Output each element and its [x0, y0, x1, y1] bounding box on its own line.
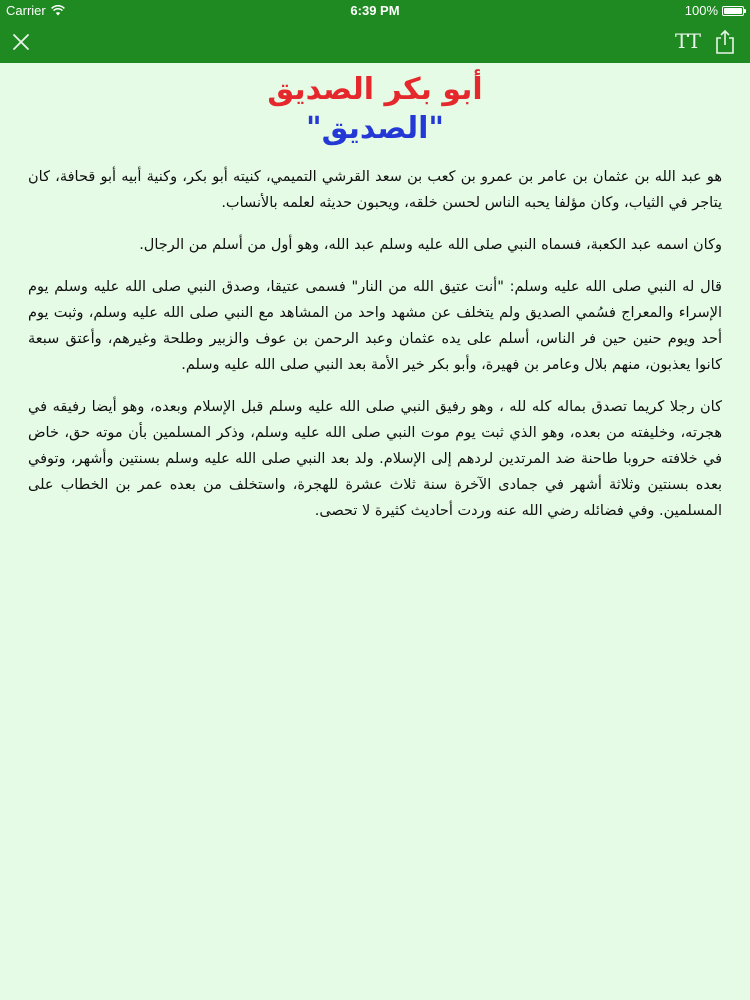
article-paragraph: هو عبد الله بن عثمان بن عامر بن عمرو بن كعب بن سعد القرشي التميمي، كنيته أبو بكر، وكنية أبيه أبو قحافة، كان يتاجر في الثياب، وكان مؤلفا يحبه الناس لحسن خلقه، ويحبون حديثه لعلمه بالأنساب. — [28, 169, 722, 211]
article-paragraph: قال له النبي صلى الله عليه وسلم: "أنت عتيق الله من النار" فسمى عتيقا، وصدق النبي صلى الله عليه وسلم يوم الإسراء والمعراج فسُمي الصديق ولم يتخلف عن مشهد واحد من المشاهد مع النبي صلى الله عليه وسلم، وثبت يوم أحد ويوم حنين حين فر الناس، أسلم على يده عثمان وعبد الرحمن بن عوف والزبير وطلحة وغيرهم، وأعتق سبعة كانوا يعذبون، منهم بلال وعامر بن فهيرة، وأبو بكر خير الأمة بعد النبي صلى الله عليه وسلم. — [28, 279, 722, 373]
status-time: 6:39 PM — [350, 3, 400, 18]
battery-percent: 100% — [684, 3, 718, 18]
article-paragraph: كان رجلا كريما تصدق بماله كله لله ، وهو رفيق النبي صلى الله عليه وسلم قبل الإسلام وبعده، وهو أيضا رفيقه في هجرته، وخليفته من بعده، وهو الذي ثبت يوم موت النبي صلى الله عليه وسلم، وذكر المسلمين بأن موته حق، خاض في خلافته حروبا طاحنة ضد المرتدين لردهم إلى الإسلام. ولد بعد النبي صلى الله عليه وسلم بسنتين وأشهر، وتوفي بعده بسنتين وثلاثة أشهر في جمادى الآخرة سنة ثلاث عشرة للهجرة، واستخلف من بعده عمر بن الخطاب على المسلمين. وفي فضائله رضي الله عنه وردت أحاديث كثيرة لا تحصى. — [28, 399, 722, 519]
battery-indicator — [685, 3, 744, 18]
navigation-bar — [0, 21, 750, 63]
close-icon[interactable] — [10, 31, 32, 53]
text-size-button[interactable]: TT — [674, 29, 700, 53]
status-bar — [0, 0, 750, 21]
article-paragraph: وكان اسمه عبد الكعبة، فسماه النبي صلى الله عليه وسلم عبد الله، وهو أول من أسلم من الرجال. — [139, 237, 722, 253]
page-subtitle: "الصديق" — [305, 111, 445, 146]
article-body — [28, 164, 722, 540]
share-icon[interactable] — [714, 29, 736, 55]
page-title: أبو بكر الصديق — [267, 72, 483, 107]
carrier-label: Carrier — [6, 3, 46, 18]
battery-icon — [722, 6, 744, 16]
